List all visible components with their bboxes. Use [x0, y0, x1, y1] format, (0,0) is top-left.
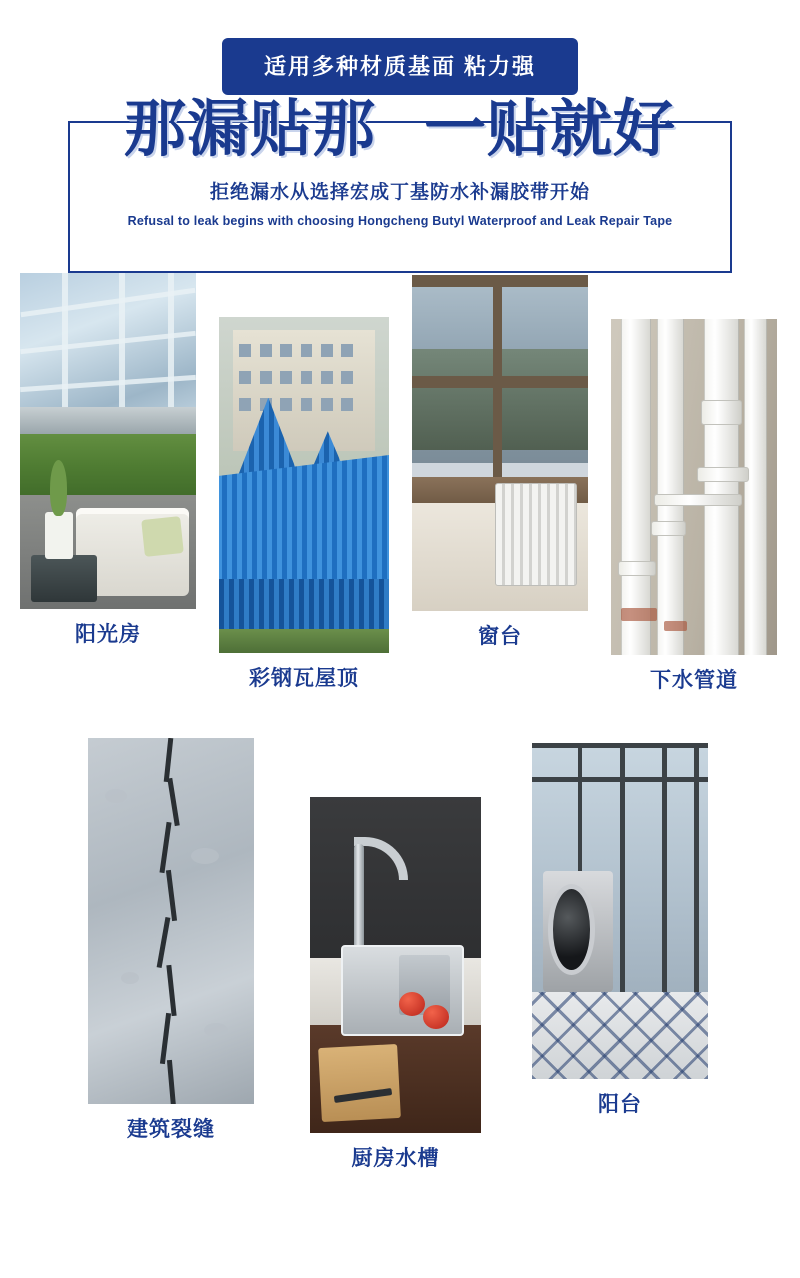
headline-right-text: 一贴就好 — [424, 95, 677, 164]
photo-color-steel-roof — [219, 317, 389, 653]
caption-balcony: 阳台 — [598, 1093, 642, 1116]
headline-subtitle-en: Refusal to leak begins with choosing Hongcheng Butyl Waterproof and Leak Repair Tape — [127, 214, 673, 228]
caption-sunroom: 阳光房 — [75, 623, 141, 646]
caption-kitchen-sink: 厨房水槽 — [351, 1147, 440, 1170]
top-banner — [0, 0, 800, 95]
photo-drain-pipe — [611, 319, 777, 655]
gallery-item-color-steel-roof — [219, 317, 389, 692]
headline-subtitle-cn: 拒绝漏水从选择宏成丁基防水补漏胶带开始 — [209, 182, 590, 203]
gallery-item-windowsill — [412, 275, 588, 650]
photo-sunroom — [20, 273, 196, 609]
gallery-item-drain-pipe — [611, 319, 777, 694]
photo-building-crack — [88, 738, 254, 1104]
photo-kitchen-sink — [310, 797, 481, 1133]
headline-main — [70, 95, 730, 164]
banner-text: 适用多种材质基面 粘力强 — [222, 38, 578, 95]
caption-building-crack: 建筑裂缝 — [127, 1118, 215, 1141]
headline-left-text: 那漏贴那 — [123, 95, 376, 164]
caption-color-steel-roof: 彩钢瓦屋顶 — [249, 667, 359, 690]
gallery-item-building-crack — [88, 738, 254, 1143]
photo-balcony — [532, 743, 708, 1079]
photo-windowsill — [412, 275, 588, 611]
gallery-item-balcony — [532, 743, 708, 1118]
caption-windowsill: 窗台 — [478, 625, 522, 648]
headline-box — [68, 95, 732, 273]
gallery-item-sunroom — [20, 273, 196, 648]
caption-drain-pipe: 下水管道 — [650, 669, 738, 692]
application-gallery — [0, 273, 800, 1233]
gallery-item-kitchen-sink — [310, 797, 481, 1172]
